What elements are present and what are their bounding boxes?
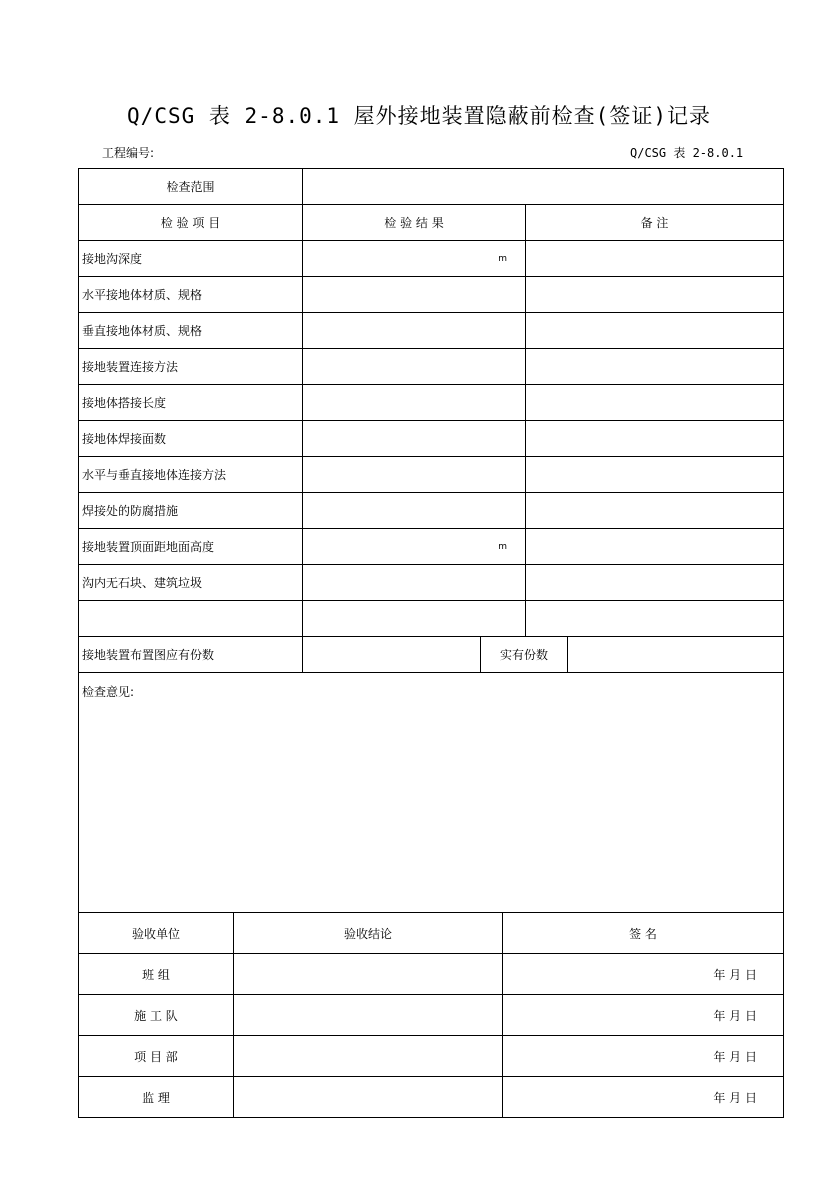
item-label: 沟内无石块、建筑垃圾 xyxy=(79,565,303,601)
actual-copies-label: 实有份数 xyxy=(481,637,568,673)
inspection-opinion-area[interactable] xyxy=(79,673,784,913)
item-label: 接地沟深度 xyxy=(79,241,303,277)
remarks-cell[interactable] xyxy=(526,421,784,457)
remarks-cell[interactable] xyxy=(526,529,784,565)
remarks-cell[interactable] xyxy=(526,565,784,601)
conclusion-cell[interactable] xyxy=(234,1077,503,1118)
form-title: Q/CSG 表 2-8.0.1 屋外接地装置隐蔽前检查(签证)记录 xyxy=(127,104,711,128)
result-cell[interactable] xyxy=(303,385,526,421)
result-cell[interactable] xyxy=(303,277,526,313)
item-label: 垂直接地体材质、规格 xyxy=(79,313,303,349)
table-row xyxy=(79,277,784,313)
conclusion-cell[interactable] xyxy=(234,1036,503,1077)
table-row xyxy=(79,457,784,493)
scope-value-cell[interactable] xyxy=(303,169,784,205)
remarks-cell[interactable] xyxy=(526,277,784,313)
conclusion-cell[interactable] xyxy=(234,954,503,995)
table-row xyxy=(79,601,784,637)
header-result: 检 验 结 果 xyxy=(303,205,526,241)
remarks-cell[interactable] xyxy=(526,349,784,385)
acceptance-table xyxy=(78,912,784,1118)
result-cell[interactable] xyxy=(303,421,526,457)
header-remarks: 备 注 xyxy=(526,205,784,241)
item-label: 接地装置顶面距地面高度 xyxy=(79,529,303,565)
result-cell[interactable] xyxy=(303,493,526,529)
table-row xyxy=(79,1036,784,1077)
result-cell[interactable] xyxy=(303,601,526,637)
result-cell[interactable]: m xyxy=(303,241,526,277)
form-code: Q/CSG 表 2-8.0.1 xyxy=(630,146,744,160)
item-label: 焊接处的防腐措施 xyxy=(79,493,303,529)
remarks-cell[interactable] xyxy=(526,313,784,349)
signature-date-cell[interactable]: 年 月 日 xyxy=(503,1036,784,1077)
header-item: 检 验 项 目 xyxy=(79,205,303,241)
remarks-cell[interactable] xyxy=(526,385,784,421)
drawing-copies-label: 接地装置布置图应有份数 xyxy=(79,637,303,673)
table-row xyxy=(79,313,784,349)
drawing-copies-value[interactable] xyxy=(303,637,481,673)
table-row xyxy=(79,1077,784,1118)
signature-date-cell[interactable]: 年 月 日 xyxy=(503,1077,784,1118)
header-acceptance-conclusion: 验收结论 xyxy=(234,913,503,954)
result-cell[interactable] xyxy=(303,313,526,349)
table-row xyxy=(79,385,784,421)
remarks-cell[interactable] xyxy=(526,601,784,637)
acceptance-unit-label: 施 工 队 xyxy=(79,995,234,1036)
table-row xyxy=(79,995,784,1036)
table-row xyxy=(79,954,784,995)
remarks-cell[interactable] xyxy=(526,241,784,277)
actual-copies-value[interactable] xyxy=(568,637,784,673)
item-label: 接地装置连接方法 xyxy=(79,349,303,385)
acceptance-unit-label: 班 组 xyxy=(79,954,234,995)
inspection-table xyxy=(78,168,784,913)
acceptance-unit-label: 监 理 xyxy=(79,1077,234,1118)
signature-date-cell[interactable]: 年 月 日 xyxy=(503,995,784,1036)
table-row xyxy=(79,349,784,385)
item-label[interactable] xyxy=(79,601,303,637)
header-acceptance-unit: 验收单位 xyxy=(79,913,234,954)
result-cell[interactable] xyxy=(303,457,526,493)
project-number-label: 工程编号: xyxy=(102,146,155,160)
conclusion-cell[interactable] xyxy=(234,995,503,1036)
remarks-cell[interactable] xyxy=(526,457,784,493)
header-signature: 签 名 xyxy=(503,913,784,954)
result-cell[interactable]: m xyxy=(303,529,526,565)
table-row xyxy=(79,421,784,457)
table-row xyxy=(79,241,784,277)
item-label: 接地体焊接面数 xyxy=(79,421,303,457)
table-row xyxy=(79,493,784,529)
table-row xyxy=(79,529,784,565)
result-cell[interactable] xyxy=(303,349,526,385)
signature-date-cell[interactable]: 年 月 日 xyxy=(503,954,784,995)
item-label: 水平与垂直接地体连接方法 xyxy=(79,457,303,493)
item-label: 接地体搭接长度 xyxy=(79,385,303,421)
acceptance-unit-label: 项 目 部 xyxy=(79,1036,234,1077)
scope-label: 检查范围 xyxy=(79,169,303,205)
table-row xyxy=(79,565,784,601)
inspection-opinion-label: 检查意见: xyxy=(82,685,135,699)
result-cell[interactable] xyxy=(303,565,526,601)
remarks-cell[interactable] xyxy=(526,493,784,529)
item-label: 水平接地体材质、规格 xyxy=(79,277,303,313)
